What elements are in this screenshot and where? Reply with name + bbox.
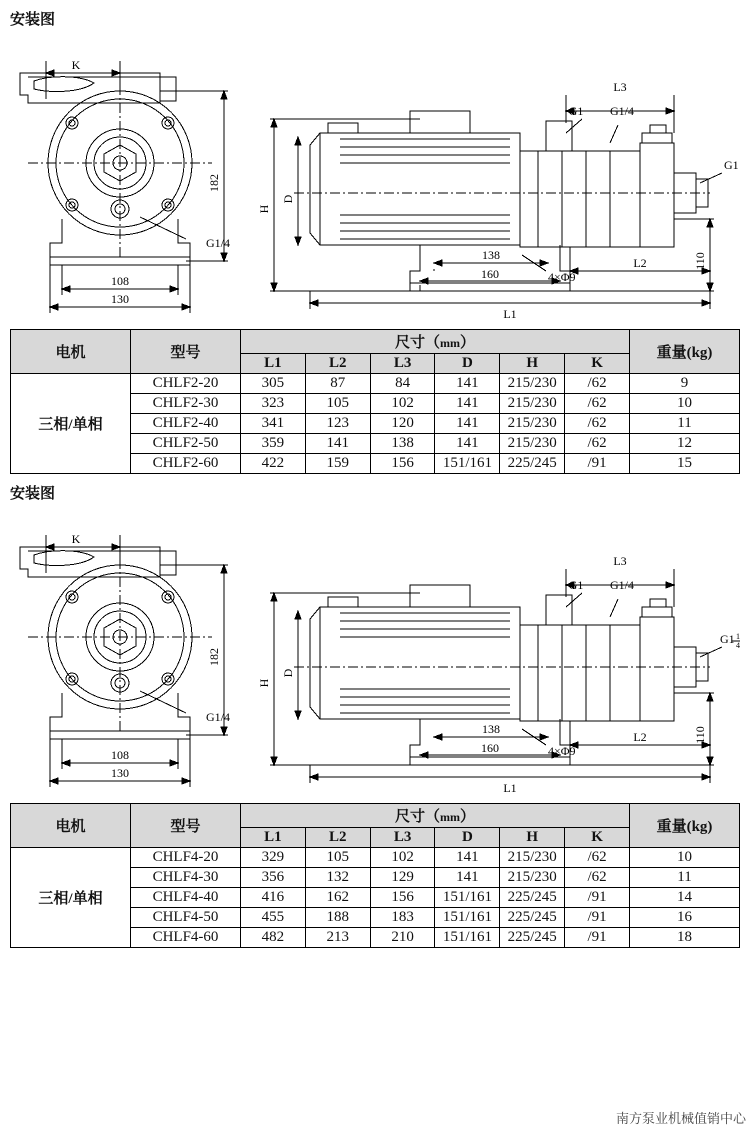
cell-weight: 18 xyxy=(630,928,740,948)
label-182-1: 182 xyxy=(207,174,221,192)
label-l3-2: L3 xyxy=(613,554,627,568)
cell-model: CHLF4-20 xyxy=(131,848,241,868)
label-138-1: 138 xyxy=(482,248,500,262)
label-d-1: D xyxy=(281,194,295,204)
cell-h: 225/245 xyxy=(500,888,565,908)
cell-model: CHLF4-40 xyxy=(131,888,241,908)
cell-l2: 159 xyxy=(305,454,370,474)
cell-d: 141 xyxy=(435,434,500,454)
cell-h: 215/230 xyxy=(500,414,565,434)
header-motor: 电机 xyxy=(11,804,131,848)
cell-l1: 422 xyxy=(241,454,306,474)
header-l3: L3 xyxy=(370,354,435,374)
cell-weight: 10 xyxy=(630,848,740,868)
cell-l3: 129 xyxy=(370,868,435,888)
header-l1: L1 xyxy=(241,828,306,848)
cell-l3: 156 xyxy=(370,888,435,908)
label-182-2: 182 xyxy=(207,648,221,666)
cell-l2: 132 xyxy=(305,868,370,888)
cell-weight: 14 xyxy=(630,888,740,908)
cell-model: CHLF4-60 xyxy=(131,928,241,948)
cell-l2: 105 xyxy=(305,394,370,414)
header-model: 型号 xyxy=(131,804,241,848)
cell-l2: 213 xyxy=(305,928,370,948)
header-dimension xyxy=(241,804,630,828)
header-dimension xyxy=(241,330,630,354)
cell-l3: 102 xyxy=(370,848,435,868)
cell-motor-type: 三相/单相 xyxy=(11,374,131,474)
cell-model: CHLF4-30 xyxy=(131,868,241,888)
label-holes-2: 4×Φ9 xyxy=(548,744,576,758)
cell-l2: 123 xyxy=(305,414,370,434)
cell-k: /91 xyxy=(565,888,630,908)
cell-l1: 482 xyxy=(241,928,306,948)
label-108-1: 108 xyxy=(111,274,129,288)
cell-h: 215/230 xyxy=(500,374,565,394)
cell-model: CHLF2-30 xyxy=(131,394,241,414)
pump-drawing-1 xyxy=(10,33,740,323)
cell-d: 151/161 xyxy=(435,454,500,474)
header-dimension-unit: mm xyxy=(440,336,460,350)
label-l1-2: L1 xyxy=(503,781,517,795)
cell-h: 215/230 xyxy=(500,868,565,888)
cell-l2: 162 xyxy=(305,888,370,908)
section-title-2: 安装图 xyxy=(10,485,56,502)
cell-k: /62 xyxy=(565,848,630,868)
spec-table-2 xyxy=(10,803,740,948)
label-g1-right-1: G1 xyxy=(724,158,739,172)
label-l3-1: L3 xyxy=(613,80,627,94)
label-108-2: 108 xyxy=(111,748,129,762)
header-l2: L2 xyxy=(305,354,370,374)
label-l2-2: L2 xyxy=(633,730,647,744)
header-dimension-unit: mm xyxy=(440,810,460,824)
cell-l3: 102 xyxy=(370,394,435,414)
cell-d: 141 xyxy=(435,394,500,414)
header-dimension-main: 尺寸（ xyxy=(394,335,440,351)
cell-l3: 156 xyxy=(370,454,435,474)
header-l1: L1 xyxy=(241,354,306,374)
cell-l1: 341 xyxy=(241,414,306,434)
cell-model: CHLF2-50 xyxy=(131,434,241,454)
cell-k: /62 xyxy=(565,868,630,888)
cell-l3: 138 xyxy=(370,434,435,454)
cell-d: 141 xyxy=(435,374,500,394)
cell-model: CHLF2-40 xyxy=(131,414,241,434)
cell-k: /62 xyxy=(565,434,630,454)
cell-weight: 12 xyxy=(630,434,740,454)
cell-k: /91 xyxy=(565,908,630,928)
table-row xyxy=(11,374,740,394)
cell-l3: 84 xyxy=(370,374,435,394)
cell-d: 141 xyxy=(435,868,500,888)
cell-l1: 359 xyxy=(241,434,306,454)
label-k-1: K xyxy=(71,58,81,72)
header-k: K xyxy=(565,828,630,848)
header-dimension-tail: ） xyxy=(460,335,476,351)
header-model: 型号 xyxy=(131,330,241,374)
table-row xyxy=(11,848,740,868)
label-d-2: D xyxy=(281,668,295,678)
cell-h: 225/245 xyxy=(500,454,565,474)
label-138-2: 138 xyxy=(482,722,500,736)
cell-l1: 356 xyxy=(241,868,306,888)
cell-model: CHLF4-50 xyxy=(131,908,241,928)
header-weight: 重量(kg) xyxy=(630,804,740,848)
cell-k: /91 xyxy=(565,928,630,948)
cell-d: 151/161 xyxy=(435,908,500,928)
cell-k: /62 xyxy=(565,394,630,414)
cell-l3: 183 xyxy=(370,908,435,928)
label-130-1: 130 xyxy=(111,292,129,306)
label-g1-right-frac-num-2: 1 xyxy=(736,632,740,641)
label-160-1: 160 xyxy=(481,267,499,281)
cell-d: 141 xyxy=(435,414,500,434)
label-g1-top-2: G1 xyxy=(568,578,584,592)
cell-weight: 15 xyxy=(630,454,740,474)
label-160-2: 160 xyxy=(481,741,499,755)
header-weight: 重量(kg) xyxy=(630,330,740,374)
cell-k: /62 xyxy=(565,414,630,434)
cell-l1: 305 xyxy=(241,374,306,394)
table-header-row xyxy=(11,804,740,828)
cell-weight: 10 xyxy=(630,394,740,414)
label-k-2: K xyxy=(71,532,81,546)
label-g14-top-1: G1/4 xyxy=(610,104,634,118)
label-h-1: H xyxy=(257,204,271,214)
header-d: D xyxy=(435,828,500,848)
cell-l1: 416 xyxy=(241,888,306,908)
cell-d: 141 xyxy=(435,848,500,868)
cell-l2: 141 xyxy=(305,434,370,454)
label-130-2: 130 xyxy=(111,766,129,780)
cell-l2: 188 xyxy=(305,908,370,928)
cell-l1: 329 xyxy=(241,848,306,868)
cell-weight: 9 xyxy=(630,374,740,394)
cell-l1: 323 xyxy=(241,394,306,414)
header-motor: 电机 xyxy=(11,330,131,374)
label-g1-top-1: G1 xyxy=(568,104,584,118)
header-d: D xyxy=(435,354,500,374)
cell-h: 215/230 xyxy=(500,848,565,868)
label-110-1: 110 xyxy=(693,252,707,270)
label-g14-left-2: G1/4 xyxy=(206,710,230,724)
cell-weight: 11 xyxy=(630,868,740,888)
cell-d: 151/161 xyxy=(435,888,500,908)
header-h: H xyxy=(500,828,565,848)
cell-h: 225/245 xyxy=(500,908,565,928)
cell-weight: 11 xyxy=(630,414,740,434)
cell-l2: 87 xyxy=(305,374,370,394)
cell-l1: 455 xyxy=(241,908,306,928)
label-g1-right-2: G1 xyxy=(720,632,735,646)
watermark: 南方泵业机械值销中心 xyxy=(615,1111,746,1126)
header-l3: L3 xyxy=(370,828,435,848)
section-title-1: 安装图 xyxy=(10,11,56,28)
cell-motor-type: 三相/单相 xyxy=(11,848,131,948)
cell-l3: 210 xyxy=(370,928,435,948)
label-l1-1: L1 xyxy=(503,307,517,321)
cell-l2: 105 xyxy=(305,848,370,868)
cell-h: 215/230 xyxy=(500,394,565,414)
cell-k: /91 xyxy=(565,454,630,474)
label-g1-right-frac-den-2: 4 xyxy=(736,641,740,650)
label-holes-1: 4×Φ9 xyxy=(548,270,576,284)
header-dimension-tail: ） xyxy=(460,809,476,825)
label-h-2: H xyxy=(257,678,271,688)
cell-l3: 120 xyxy=(370,414,435,434)
spec-table-1 xyxy=(10,329,740,474)
cell-model: CHLF2-60 xyxy=(131,454,241,474)
header-l2: L2 xyxy=(305,828,370,848)
header-h: H xyxy=(500,354,565,374)
header-k: K xyxy=(565,354,630,374)
cell-h: 215/230 xyxy=(500,434,565,454)
cell-model: CHLF2-20 xyxy=(131,374,241,394)
pump-drawing-2 xyxy=(10,507,740,797)
label-110-2: 110 xyxy=(693,726,707,744)
label-g14-top-2: G1/4 xyxy=(610,578,634,592)
cell-d: 151/161 xyxy=(435,928,500,948)
label-g14-left-1: G1/4 xyxy=(206,236,230,250)
cell-h: 225/245 xyxy=(500,928,565,948)
header-dimension-main: 尺寸（ xyxy=(394,809,440,825)
table-header-row xyxy=(11,330,740,354)
cell-k: /62 xyxy=(565,374,630,394)
cell-weight: 16 xyxy=(630,908,740,928)
label-l2-1: L2 xyxy=(633,256,647,270)
